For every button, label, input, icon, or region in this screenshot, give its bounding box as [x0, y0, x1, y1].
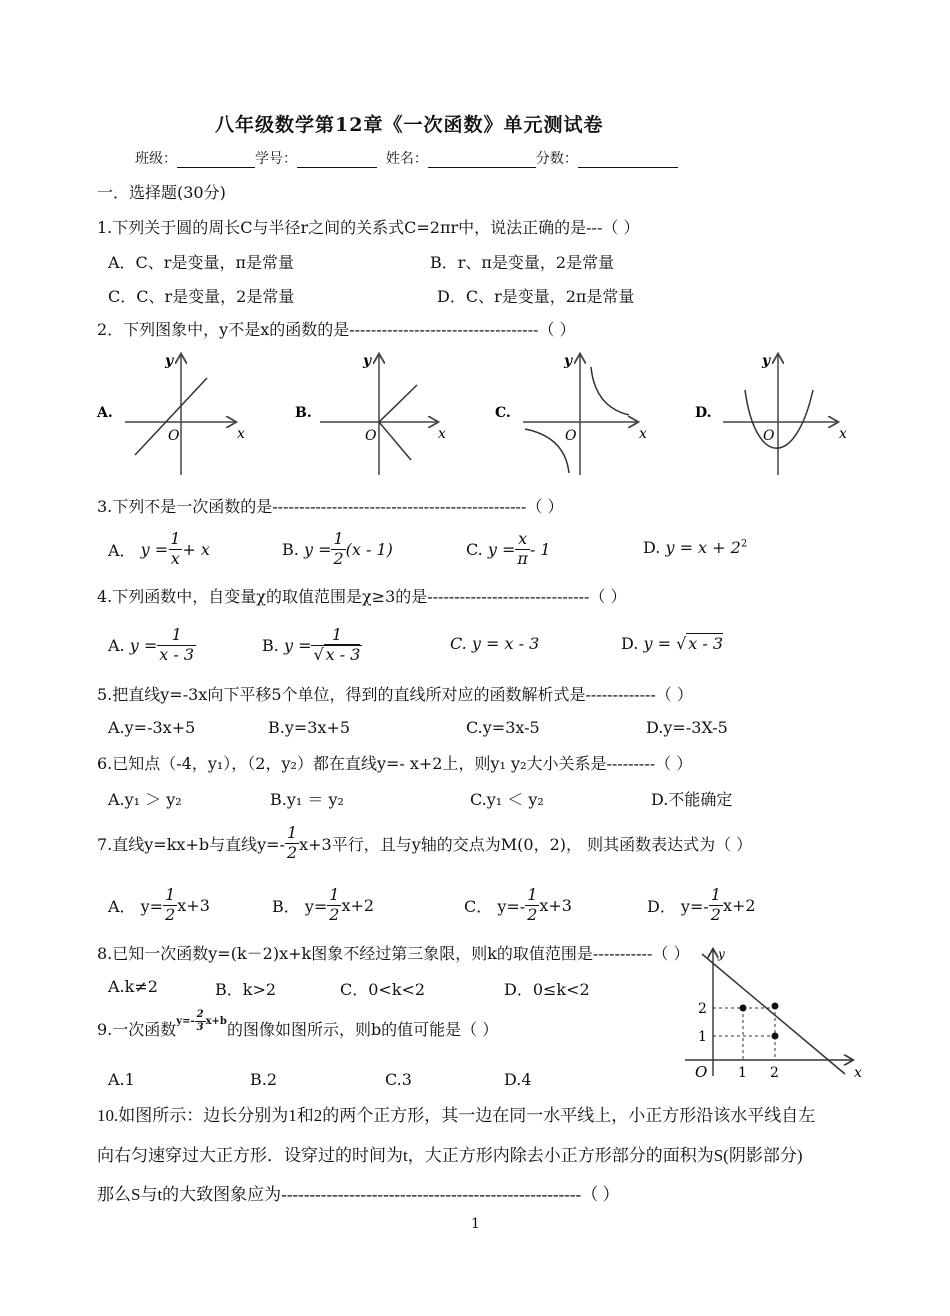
graph-b-lower-ray [379, 422, 411, 460]
q9-stem [97, 1010, 498, 1046]
q3-a-fraction [168, 530, 182, 568]
q9-stem-pre: 9.一次函数 [97, 1019, 177, 1039]
q8-option-d: D．0≤k<2 [504, 980, 590, 999]
q3-b-tail: (x - 1) [345, 539, 393, 559]
class-label: 班级： [135, 151, 177, 167]
q9-func-num: 2 [196, 1009, 204, 1020]
q3-d-sup: 2 [740, 538, 748, 550]
q3-c-den: π [517, 548, 528, 568]
q7-d-num: 1 [710, 885, 721, 905]
q3-c-tail: - 1 [529, 539, 551, 559]
q10-line-1: 10.如图所示：边长分别为1和2的两个正方形，其一边在同一水平线上，小正方形沿该水平线自左 [97, 1106, 816, 1125]
graph-c-y-label: y [564, 353, 573, 369]
graph-d-parabola [745, 390, 813, 448]
q7-d-den: 2 [710, 904, 721, 924]
q7-b-den: 2 [329, 904, 340, 924]
q7-b-num: 1 [329, 885, 340, 905]
q8-option-a: A.k≠2 [108, 977, 158, 996]
q4-d-label: D. [621, 634, 639, 653]
q9-point-2-1 [772, 1033, 779, 1040]
graph-c-upper-branch [591, 367, 629, 415]
q10-line-2: 向右匀速穿过大正方形．设穿过的时间为t，大正方形内除去小正方形部分的面积为S(阴影部分) [97, 1146, 803, 1165]
q7-option-c [464, 880, 572, 930]
q7-d-pre: D． y=- [647, 896, 709, 916]
q4-d-y: y = [643, 634, 671, 653]
q7-d-post: x+2 [722, 895, 756, 915]
q9-y-label: y [718, 947, 725, 961]
q9-graph [680, 946, 870, 1086]
q9-option-d: D.4 [504, 1070, 532, 1089]
q4-option-a [108, 622, 196, 668]
q6-stem: 6.已知点（-4，y₁），（2，y₂）都在直线y=- x+2上，则y₁ y₂大小关系是---------（ ） [97, 754, 693, 773]
q6-option-d: D.不能确定 [651, 790, 733, 809]
graph-d-y-label: y [762, 353, 771, 369]
q4-a-den: x - 3 [159, 644, 195, 664]
q3-c-y: y = [487, 539, 516, 559]
section-heading: 一．选择题(30分) [97, 183, 226, 202]
page-number: 1 [471, 1216, 480, 1232]
q1-option-b: B．r、π是变量，2是常量 [430, 253, 615, 272]
graph-a-origin: O [168, 428, 180, 444]
q3-b-den: 2 [333, 548, 344, 568]
graph-c-origin: O [565, 428, 577, 444]
q3-c-label: C. [466, 539, 483, 559]
q7-c-num: 1 [527, 885, 538, 905]
q9-func-den: 3 [196, 1021, 204, 1033]
q6-option-b: B.y₁ ＝ y₂ [270, 790, 344, 809]
q9-function-line [702, 954, 845, 1074]
q6-option-c: C.y₁ ＜ y₂ [470, 790, 544, 809]
q7-den: 2 [286, 842, 298, 862]
q8-option-c: C．0<k<2 [340, 980, 426, 999]
graph-a-label: A. [97, 405, 113, 421]
q4-stem: 4.下列函数中，自变量χ的取值范围是χ≥3的是------------------------------（ ） [97, 587, 627, 606]
q4-b-num: 1 [331, 625, 343, 645]
q9-point-2-2 [772, 1003, 779, 1010]
q5-option-c: C.y=3x-5 [466, 718, 540, 737]
q9-tick-x1: 1 [738, 1065, 747, 1081]
q6-option-a: A.y₁ ＞ y₂ [108, 790, 182, 809]
q3-b-fraction [331, 530, 345, 568]
q4-b-label: B. [262, 635, 279, 655]
q3-b-y: y = [303, 539, 332, 559]
q7-b-post: x+2 [341, 895, 375, 915]
q3-d-expr: y = x + 2 [665, 538, 741, 557]
q1-stem: 1.下列关于圆的周长C与半径r之间的关系式C=2πr中，说法正确的是---（ ） [97, 218, 640, 237]
q7-option-b [272, 880, 374, 930]
q4-b-fraction [311, 626, 362, 664]
q7-c-post: x+3 [539, 895, 572, 915]
number-label: 学号： [255, 151, 297, 167]
q3-a-tail: + x [182, 539, 210, 559]
q9-func-pre: y=- [176, 1015, 195, 1027]
graph-d-x-label: x [839, 426, 847, 442]
class-field[interactable] [177, 151, 255, 168]
q9-tick-x2: 2 [770, 1065, 779, 1081]
q2-stem: 2．下列图象中，y不是x的函数的是-----------------------------------（ ） [97, 320, 576, 339]
q4-b-den: √ x - 3 [313, 644, 361, 664]
q4-d-sqrt-radicand: x - 3 [688, 634, 724, 653]
q4-option-c: C. y = x - 3 [450, 634, 540, 653]
name-field[interactable] [428, 151, 536, 168]
q4-a-y: y = [129, 635, 158, 655]
graph-c-label: C. [495, 405, 511, 421]
q3-option-a [108, 527, 210, 571]
q7-option-d [647, 880, 756, 930]
graph-a-x-label: x [237, 426, 245, 442]
q9-option-c: C.3 [385, 1070, 412, 1089]
q9-func-post: x+b [205, 1015, 227, 1027]
q3-a-label: A． [108, 540, 136, 560]
q5-option-d: D.y=-3X-5 [646, 718, 728, 737]
q7-a-post: x+3 [177, 895, 210, 915]
graph-d-label: D. [695, 405, 712, 421]
q3-c-fraction [515, 530, 530, 568]
q1-option-a: A．C、r是变量，π是常量 [108, 253, 294, 272]
graph-a-y-label: y [165, 353, 174, 369]
q4-a-fraction [157, 626, 196, 664]
q9-option-a: A.1 [108, 1070, 135, 1089]
student-info-line [135, 148, 678, 168]
q7-c-pre: C． y=- [464, 896, 526, 916]
q4-a-label: A. [108, 635, 125, 655]
q1-option-c: C．C、r是变量，2是常量 [108, 287, 295, 306]
q3-b-num: 1 [333, 529, 344, 549]
q9-origin: O [695, 1063, 708, 1081]
graph-d-origin: O [763, 428, 775, 444]
q9-x-label: x [854, 1065, 862, 1081]
graph-b-x-label: x [438, 426, 446, 442]
q9-tick-y2: 2 [698, 1001, 707, 1017]
q3-option-c [466, 527, 551, 571]
q7-option-a [108, 880, 210, 930]
q9-tick-y1: 1 [698, 1029, 707, 1045]
q3-stem: 3.下列不是一次函数的是-----------------------------------------------（ ） [97, 497, 564, 516]
q5-option-b: B.y=3x+5 [268, 718, 351, 737]
name-label: 姓名： [385, 151, 428, 167]
q1-option-d: D．C、r是变量，2π是常量 [437, 287, 635, 306]
q3-a-den: x [170, 548, 180, 568]
q4-option-b [262, 622, 362, 668]
q7-a-num: 1 [165, 885, 176, 905]
q9-option-b: B.2 [250, 1070, 278, 1089]
q8-stem: 8.已知一次函数y=(k－2)x+k图象不经过第三象限，则k的取值范围是-----------（ ） [97, 944, 690, 963]
q7-stem-pre: 7.直线y=kx+b与直线y=- [97, 834, 285, 854]
score-field[interactable] [578, 151, 678, 168]
q7-c-den: 2 [527, 904, 538, 924]
q3-option-d [643, 538, 747, 557]
graph-b-label: B. [295, 405, 312, 421]
q9-point-1-2 [740, 1005, 747, 1012]
q3-a-num: 1 [170, 529, 181, 549]
q5-stem: 5.把直线y=-3x向下平移5个单位，得到的直线所对应的函数解析式是-------------（ ） [97, 685, 693, 704]
q3-option-b [282, 527, 393, 571]
q4-b-y: y = [283, 635, 312, 655]
q8-option-b: B．k>2 [215, 980, 277, 999]
graph-b-upper-ray [379, 385, 417, 422]
graph-c-lower-branch [525, 429, 569, 473]
q3-b-label: B. [282, 539, 299, 559]
q3-c-num: x [518, 529, 528, 549]
q7-fraction [285, 824, 299, 862]
number-field[interactable] [297, 151, 377, 168]
score-label: 分数： [535, 151, 578, 167]
q4-b-sqrt-radicand: x - 3 [325, 644, 361, 664]
q2-graphs [95, 345, 855, 480]
graph-b-y-label: y [363, 353, 372, 369]
q7-a-den: 2 [165, 904, 176, 924]
q5-option-a: A.y=-3x+5 [108, 718, 196, 737]
graph-c-x-label: x [639, 426, 647, 442]
graph-b-origin: O [365, 428, 377, 444]
q7-b-pre: B． y= [272, 896, 328, 916]
q4-option-d: D. y = √ x - 3 [621, 634, 724, 653]
q9-stem-post: 的图像如图所示，则b的值可能是（ ） [226, 1019, 499, 1039]
page-title: 八年级数学第12章《一次函数》单元测试卷 [215, 114, 604, 136]
q7-stem [97, 818, 752, 868]
q4-a-num: 1 [171, 625, 182, 645]
q7-num: 1 [286, 823, 298, 843]
q3-d-label: D. [643, 538, 661, 557]
q3-a-y: y = [140, 539, 169, 559]
q7-a-pre: A． y= [108, 896, 164, 916]
q10-line-3: 那么S与t的大致图象应为-----------------------------------------------------（ ） [97, 1185, 620, 1204]
q9-function [176, 1009, 227, 1033]
q7-stem-post: x+3平行，且与y轴的交点为M(0，2)， 则其函数表达式为（ ） [299, 834, 753, 854]
